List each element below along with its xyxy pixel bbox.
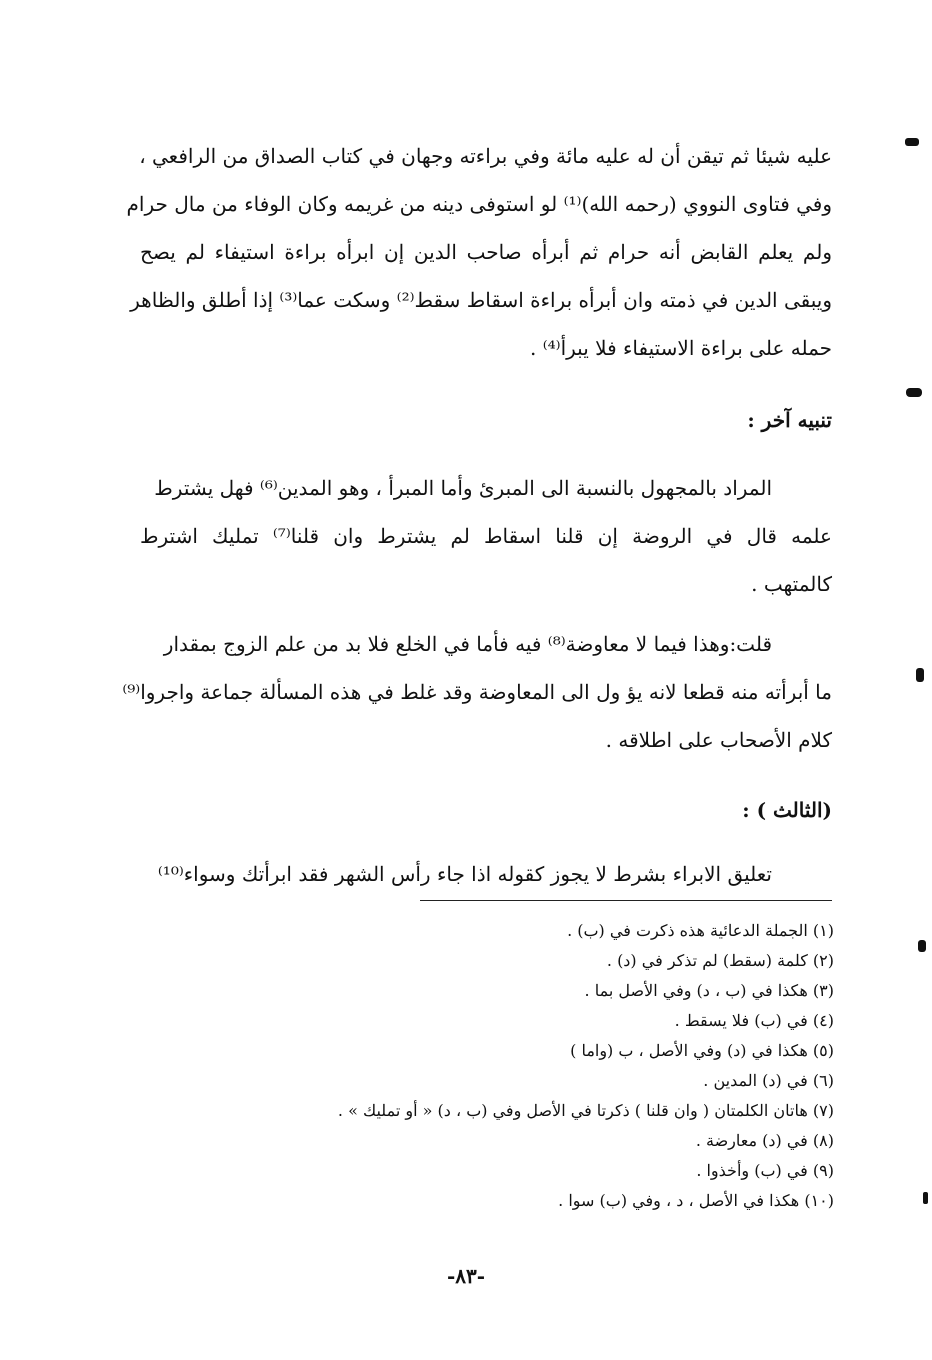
binding-mark (923, 1192, 928, 1204)
footnote-separator (420, 900, 832, 901)
section-heading: (الثالث ) : (742, 798, 832, 822)
paragraph-3-line: قلت:وهذا فيما لا معاوضة⁽⁸⁾ فيه فأما في الخلع فلا بد من علم الزوج بمقدار (163, 632, 772, 656)
section-heading: تنبيه آخر : (747, 408, 832, 432)
paragraph-2-line: علمه قال في الروضة إن قلنا اسقاط لم يشترط وان قلنا⁽⁷⁾ تمليك اشترط (140, 524, 832, 548)
footnote: (٣) هكذا في (ب ، د) وفي الأصل بما . (584, 981, 834, 1000)
footnote: (٥) هكذا في (د) وفي الأصل ، ب (واما ) (570, 1041, 834, 1060)
footnote: (٧) هاتان الكلمتان ( وان قلنا ) ذكرتا في الأصل وفي (ب ، د) « أو تمليك » . (337, 1101, 834, 1120)
page-number: -٨٣- (446, 1264, 486, 1288)
paragraph-2-line: كالمتهب . (751, 572, 832, 596)
paragraph-1-line: وفي فتاوى النووي (رحمه الله)⁽¹⁾ لو استوفى دينه من غريمه وكان الوفاء من مال حرام (126, 192, 832, 216)
paragraph-4-line: تعليق الابراء بشرط لا يجوز كقوله اذا جاء رأس الشهر فقد ابرأتك وسواء⁽¹⁰⁾ (157, 862, 772, 886)
paragraph-1-line: ولم يعلم القابض أنه حرام ثم أبرأه صاحب الدين إن ابرأه براءة استيفاء لم يصح (140, 240, 832, 264)
footnote: (٢) كلمة (سقط) لم تذكر في (د) . (606, 951, 834, 970)
footnote: (٨) في (د) معارضة . (695, 1131, 834, 1150)
paragraph-1-line: عليه شيئا ثم تيقن أن له عليه مائة وفي براءته وجهان في كتاب الصداق من الرافعي ، (139, 144, 832, 168)
binding-mark (918, 940, 926, 952)
footnote: (٤) في (ب) فلا يسقط . (674, 1011, 834, 1030)
paragraph-3-line: ما أبرأته منه قطعا لانه يؤ ول الى المعاوضة وقد غلط في هذه المسألة جماعة واجروا⁽⁹⁾ (122, 680, 832, 704)
footnote: (١) الجملة الدعائية هذه ذكرت في (ب) . (567, 921, 834, 940)
binding-mark (916, 668, 924, 682)
paragraph-3-line: كلام الأصحاب على اطلاقه . (605, 728, 832, 752)
footnote: (٩) في (ب) وأخذوا . (696, 1161, 834, 1180)
binding-mark (905, 138, 919, 146)
main-text (122, 0, 832, 900)
binding-mark (906, 388, 922, 397)
paragraph-1-line: حمله على براءة الاستيفاء فلا يبرأ⁽⁴⁾ . (530, 336, 832, 360)
footnote: (٦) في (د) المدين . (703, 1071, 834, 1090)
paragraph-2-line: المراد بالمجهول بالنسبة الى المبرئ وأما المبرأ ، وهو المدين⁽⁶⁾ فهل يشترط (154, 476, 772, 500)
footnote: (١٠) هكذا في الأصل ، د ، وفي (ب) سوا . (558, 1191, 834, 1210)
paragraph-1-line: ويبقى الدين في ذمته وان أبرأه براءة اسقاط سقط⁽²⁾ وسكت عما⁽³⁾ إذا أطلق والظاهر (130, 288, 832, 312)
